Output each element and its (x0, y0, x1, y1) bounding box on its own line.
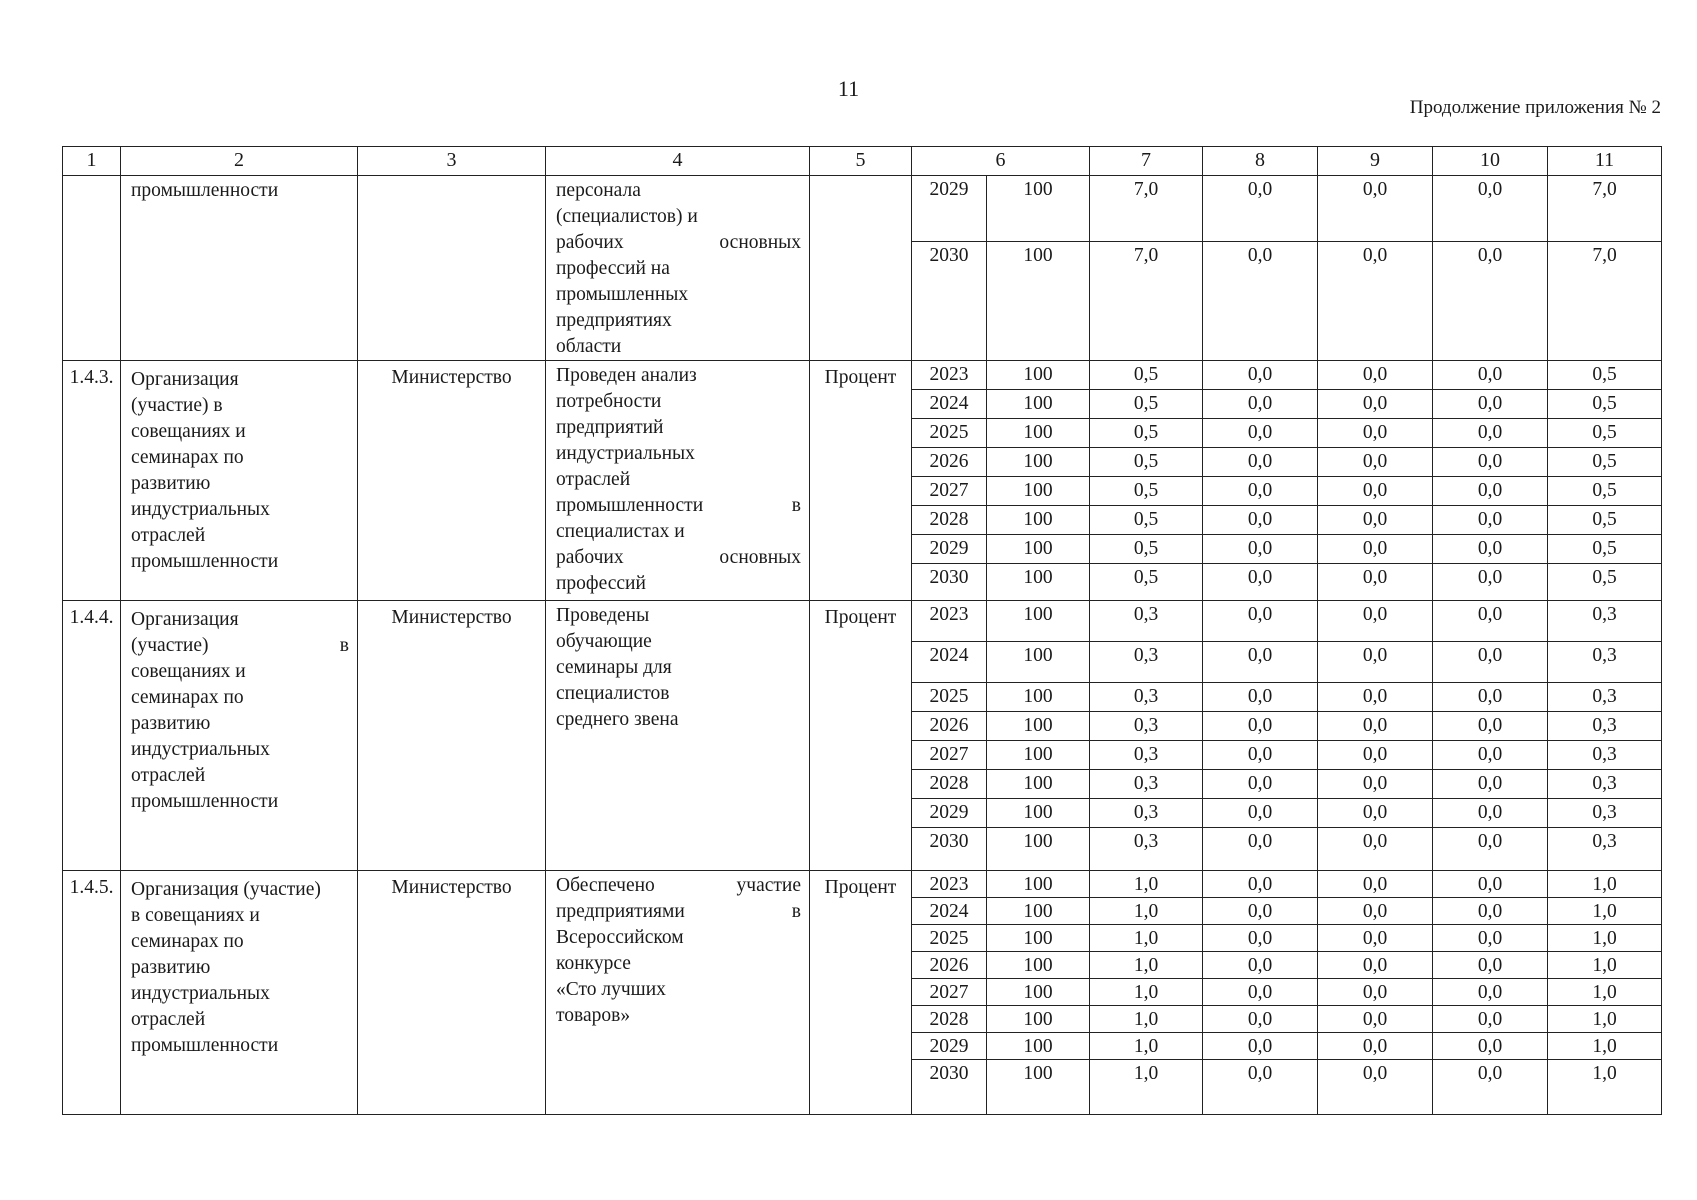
value-cell: 0,0 (1318, 477, 1433, 506)
text-line: семинарах по (131, 931, 244, 952)
text-line: товаров» (556, 1005, 631, 1026)
value-cell: 0,0 (1203, 448, 1318, 477)
text-line: Организация (131, 369, 239, 390)
value-cell: 0,3 (1090, 683, 1203, 712)
value-cell: 0,0 (1203, 1033, 1318, 1060)
value-cell: 0,0 (1203, 1006, 1318, 1033)
value-cell: 0,0 (1318, 390, 1433, 419)
value-cell: 1,0 (1548, 952, 1662, 979)
year-cell: 2029 (912, 176, 987, 242)
column-header-row (63, 147, 1662, 176)
year-cell: 2028 (912, 506, 987, 535)
row-number (63, 176, 121, 361)
value-cell: 0,0 (1433, 642, 1548, 683)
value-cell: 100 (987, 390, 1090, 419)
value-cell: 0,0 (1318, 979, 1433, 1006)
value-cell: 0,5 (1090, 477, 1203, 506)
year-cell: 2030 (912, 564, 987, 601)
text-line: совещаниях и (131, 661, 246, 682)
text-line: потребности (556, 391, 662, 412)
value-cell: 0,0 (1203, 477, 1318, 506)
row-number: 1.4.5. (63, 871, 121, 1115)
text-line: Организация (участие) (131, 879, 321, 900)
column-header: 1 (63, 147, 121, 176)
value-cell: 100 (987, 741, 1090, 770)
value-cell: 0,0 (1203, 828, 1318, 871)
value-cell: 100 (987, 770, 1090, 799)
text-line: в совещаниях и (131, 905, 260, 926)
value-cell: 0,0 (1318, 770, 1433, 799)
text-line: конкурсе (556, 953, 631, 974)
value-cell: 1,0 (1090, 1033, 1203, 1060)
value-cell: 0,0 (1433, 770, 1548, 799)
year-cell: 2025 (912, 925, 987, 952)
value-cell: 0,5 (1548, 390, 1662, 419)
value-cell: 1,0 (1548, 1033, 1662, 1060)
value-cell: 0,0 (1203, 979, 1318, 1006)
text-line: области (556, 336, 622, 357)
value-cell: 0,5 (1548, 448, 1662, 477)
value-cell: 0,0 (1318, 448, 1433, 477)
value-cell: 100 (987, 712, 1090, 741)
year-cell: 2024 (912, 642, 987, 683)
value-cell: 0,0 (1203, 925, 1318, 952)
text-line: «Сто лучших (556, 979, 666, 1000)
page-number: 11 (837, 76, 860, 101)
value-cell: 0,0 (1433, 477, 1548, 506)
column-header: 7 (1090, 147, 1203, 176)
text-line: семинары для (556, 657, 672, 678)
text-line: отраслей (131, 1009, 206, 1030)
value-cell: 0,3 (1548, 712, 1662, 741)
unit: Процент (810, 361, 912, 601)
text-line: предприятиями в (556, 901, 801, 922)
text-line: индустриальных (131, 739, 270, 760)
text-line: развитию (131, 957, 211, 978)
unit: Процент (810, 601, 912, 871)
value-cell: 0,5 (1090, 448, 1203, 477)
value-cell: 7,0 (1090, 176, 1203, 242)
text-line: отраслей (556, 469, 631, 490)
value-cell: 0,0 (1433, 979, 1548, 1006)
value-cell: 0,0 (1433, 448, 1548, 477)
value-cell: 0,3 (1548, 770, 1662, 799)
value-cell: 1,0 (1548, 1006, 1662, 1033)
column-header: 8 (1203, 147, 1318, 176)
value-cell: 100 (987, 683, 1090, 712)
text-line: Всероссийском (556, 927, 684, 948)
value-cell: 0,0 (1433, 601, 1548, 642)
value-cell: 0,0 (1318, 799, 1433, 828)
column-header: 9 (1318, 147, 1433, 176)
value-cell: 0,0 (1318, 1060, 1433, 1115)
value-cell: 0,3 (1090, 601, 1203, 642)
value-cell: 0,0 (1318, 506, 1433, 535)
text-line: развитию (131, 473, 211, 494)
text-line: отраслей (131, 525, 206, 546)
value-cell: 0,0 (1433, 506, 1548, 535)
value-cell: 0,0 (1203, 564, 1318, 601)
value-cell: 0,0 (1318, 176, 1433, 242)
year-cell: 2026 (912, 712, 987, 741)
value-cell: 0,0 (1318, 601, 1433, 642)
year-cell: 2027 (912, 477, 987, 506)
value-cell: 0,0 (1318, 871, 1433, 898)
value-cell: 100 (987, 979, 1090, 1006)
value-cell: 0,0 (1318, 741, 1433, 770)
value-cell: 0,0 (1318, 1033, 1433, 1060)
value-cell: 0,0 (1318, 828, 1433, 871)
row-number: 1.4.4. (63, 601, 121, 871)
value-cell: 0,0 (1203, 419, 1318, 448)
column-header: 6 (912, 147, 1090, 176)
value-cell: 100 (987, 871, 1090, 898)
table-row (63, 601, 1662, 642)
value-cell: 0,0 (1433, 741, 1548, 770)
year-cell: 2023 (912, 601, 987, 642)
value-cell: 0,0 (1318, 564, 1433, 601)
value-cell: 0,0 (1203, 871, 1318, 898)
value-cell: 0,5 (1090, 361, 1203, 390)
text-line: промышленности (131, 791, 279, 812)
year-cell: 2024 (912, 898, 987, 925)
value-cell: 7,0 (1548, 241, 1662, 360)
value-cell: 1,0 (1090, 871, 1203, 898)
column-header: 5 (810, 147, 912, 176)
year-cell: 2030 (912, 241, 987, 360)
value-cell: 100 (987, 828, 1090, 871)
value-cell: 0,0 (1203, 535, 1318, 564)
value-cell: 7,0 (1090, 241, 1203, 360)
text-line: развитию (131, 713, 211, 734)
value-cell: 0,0 (1318, 1006, 1433, 1033)
year-cell: 2025 (912, 419, 987, 448)
unit: Процент (810, 871, 912, 1115)
value-cell: 0,0 (1203, 361, 1318, 390)
text-line: специалистов (556, 683, 670, 704)
text-line: среднего звена (556, 709, 679, 730)
value-cell: 100 (987, 1006, 1090, 1033)
value-cell: 0,0 (1203, 712, 1318, 741)
text-line: совещаниях и (131, 421, 246, 442)
value-cell: 0,0 (1433, 535, 1548, 564)
value-cell: 0,5 (1548, 535, 1662, 564)
value-cell: 0,0 (1203, 1060, 1318, 1115)
year-cell: 2027 (912, 741, 987, 770)
text-line: промышленных (556, 284, 689, 305)
value-cell: 0,0 (1318, 712, 1433, 741)
year-cell: 2024 (912, 390, 987, 419)
value-cell: 0,5 (1548, 361, 1662, 390)
value-cell: 0,3 (1090, 828, 1203, 871)
value-cell: 100 (987, 1033, 1090, 1060)
year-cell: 2029 (912, 1033, 987, 1060)
value-cell: 0,0 (1433, 241, 1548, 360)
value-cell: 1,0 (1090, 979, 1203, 1006)
value-cell: 100 (987, 176, 1090, 242)
value-cell: 0,0 (1203, 241, 1318, 360)
value-cell: 100 (987, 1060, 1090, 1115)
value-cell: 0,0 (1433, 952, 1548, 979)
value-cell: 0,0 (1433, 390, 1548, 419)
value-cell: 0,0 (1318, 419, 1433, 448)
text-line: промышленности (131, 1035, 279, 1056)
value-cell: 0,0 (1433, 361, 1548, 390)
table-row (63, 871, 1662, 898)
value-cell: 1,0 (1090, 1006, 1203, 1033)
value-cell: 0,0 (1433, 1060, 1548, 1115)
measures-table (62, 146, 1662, 1115)
value-cell: 0,0 (1433, 419, 1548, 448)
value-cell: 100 (987, 925, 1090, 952)
measure-name (121, 361, 358, 601)
year-cell: 2030 (912, 1060, 987, 1115)
value-cell: 0,0 (1203, 799, 1318, 828)
value-cell: 0,0 (1203, 952, 1318, 979)
value-cell: 0,0 (1203, 770, 1318, 799)
value-cell: 1,0 (1090, 1060, 1203, 1115)
value-cell: 0,0 (1433, 1006, 1548, 1033)
value-cell: 1,0 (1548, 925, 1662, 952)
value-cell: 100 (987, 241, 1090, 360)
executor (358, 176, 546, 361)
text-line: профессий на (556, 258, 670, 279)
text-line: отраслей (131, 765, 206, 786)
year-cell: 2026 (912, 448, 987, 477)
value-cell: 0,0 (1433, 799, 1548, 828)
expected-result (546, 871, 810, 1115)
measure-name (121, 871, 358, 1115)
value-cell: 0,0 (1433, 712, 1548, 741)
row-number: 1.4.3. (63, 361, 121, 601)
text-line: предприятиях (556, 310, 672, 331)
value-cell: 0,3 (1090, 770, 1203, 799)
value-cell: 0,0 (1203, 898, 1318, 925)
value-cell: 0,0 (1203, 390, 1318, 419)
value-cell: 0,3 (1548, 741, 1662, 770)
value-cell: 0,0 (1433, 898, 1548, 925)
value-cell: 0,0 (1203, 601, 1318, 642)
text-line: (специалистов) и (556, 206, 698, 227)
value-cell: 0,0 (1203, 741, 1318, 770)
value-cell: 0,0 (1433, 564, 1548, 601)
value-cell: 0,0 (1318, 683, 1433, 712)
value-cell: 1,0 (1548, 871, 1662, 898)
text-line: индустриальных (556, 443, 695, 464)
value-cell: 7,0 (1548, 176, 1662, 242)
text-line: рабочих основных (556, 547, 801, 568)
column-header: 2 (121, 147, 358, 176)
text-line: семинарах по (131, 687, 244, 708)
year-cell: 2023 (912, 871, 987, 898)
value-cell: 100 (987, 564, 1090, 601)
value-cell: 0,0 (1318, 241, 1433, 360)
year-cell: 2026 (912, 952, 987, 979)
text-line: Проведены (556, 605, 650, 626)
value-cell: 0,0 (1318, 925, 1433, 952)
value-cell: 0,3 (1548, 799, 1662, 828)
value-cell: 100 (987, 898, 1090, 925)
column-header: 11 (1548, 147, 1662, 176)
executor: Министерство (358, 871, 546, 1115)
value-cell: 0,0 (1203, 506, 1318, 535)
value-cell: 0,0 (1318, 642, 1433, 683)
year-cell: 2028 (912, 1006, 987, 1033)
value-cell: 0,0 (1433, 871, 1548, 898)
value-cell: 100 (987, 601, 1090, 642)
text-line: (участие) в (131, 635, 349, 656)
value-cell: 1,0 (1548, 898, 1662, 925)
column-header: 10 (1433, 147, 1548, 176)
year-cell: 2028 (912, 770, 987, 799)
value-cell: 100 (987, 361, 1090, 390)
year-cell: 2025 (912, 683, 987, 712)
value-cell: 0,3 (1090, 642, 1203, 683)
value-cell: 100 (987, 799, 1090, 828)
value-cell: 0,5 (1090, 419, 1203, 448)
text-line: семинарах по (131, 447, 244, 468)
value-cell: 0,0 (1433, 683, 1548, 712)
text-line: обучающие (556, 631, 652, 652)
value-cell: 0,5 (1090, 506, 1203, 535)
value-cell: 1,0 (1090, 925, 1203, 952)
executor: Министерство (358, 361, 546, 601)
value-cell: 0,0 (1433, 1033, 1548, 1060)
value-cell: 0,5 (1548, 419, 1662, 448)
value-cell: 100 (987, 506, 1090, 535)
text-line: индустриальных (131, 983, 270, 1004)
value-cell: 0,5 (1548, 506, 1662, 535)
value-cell: 0,0 (1203, 176, 1318, 242)
text-line: Организация (131, 609, 239, 630)
value-cell: 0,0 (1318, 361, 1433, 390)
value-cell: 0,3 (1090, 741, 1203, 770)
value-cell: 0,0 (1203, 642, 1318, 683)
expected-result (546, 361, 810, 601)
value-cell: 0,5 (1090, 564, 1203, 601)
text-line: Обеспечено участие (556, 875, 801, 896)
text-line: Проведен анализ (556, 365, 697, 386)
value-cell: 1,0 (1548, 1060, 1662, 1115)
measure-name (121, 601, 358, 871)
value-cell: 0,3 (1548, 642, 1662, 683)
text-line: (участие) в (131, 395, 223, 416)
value-cell: 100 (987, 419, 1090, 448)
value-cell: 1,0 (1090, 952, 1203, 979)
value-cell: 0,3 (1548, 828, 1662, 871)
value-cell: 0,3 (1090, 712, 1203, 741)
value-cell: 0,0 (1318, 535, 1433, 564)
value-cell: 0,0 (1433, 925, 1548, 952)
year-cell: 2023 (912, 361, 987, 390)
value-cell: 100 (987, 642, 1090, 683)
value-cell: 0,3 (1548, 683, 1662, 712)
column-header: 3 (358, 147, 546, 176)
value-cell: 100 (987, 535, 1090, 564)
measure-name: промышленности (121, 176, 358, 361)
year-cell: 2029 (912, 535, 987, 564)
value-cell: 0,3 (1548, 601, 1662, 642)
text-line: специалистах и (556, 521, 685, 542)
unit (810, 176, 912, 361)
value-cell: 1,0 (1548, 979, 1662, 1006)
table-row (63, 176, 1662, 242)
value-cell: 0,3 (1090, 799, 1203, 828)
value-cell: 0,0 (1318, 898, 1433, 925)
text-line: промышленности (131, 551, 279, 572)
year-cell: 2029 (912, 799, 987, 828)
expected-result (546, 176, 810, 361)
text-line: промышленности в (556, 495, 801, 516)
value-cell: 100 (987, 448, 1090, 477)
value-cell: 1,0 (1090, 898, 1203, 925)
text-line: индустриальных (131, 499, 270, 520)
value-cell: 0,5 (1090, 535, 1203, 564)
value-cell: 0,0 (1203, 683, 1318, 712)
text-line: рабочих основных (556, 232, 801, 253)
column-header: 4 (546, 147, 810, 176)
expected-result (546, 601, 810, 871)
value-cell: 0,0 (1433, 828, 1548, 871)
table-row (63, 361, 1662, 390)
value-cell: 0,5 (1548, 477, 1662, 506)
value-cell: 100 (987, 477, 1090, 506)
value-cell: 0,0 (1433, 176, 1548, 242)
appendix-note: Продолжение приложения № 2 (1409, 97, 1661, 118)
value-cell: 100 (987, 952, 1090, 979)
text-line: предприятий (556, 417, 664, 438)
value-cell: 0,5 (1548, 564, 1662, 601)
value-cell: 0,0 (1318, 952, 1433, 979)
text-line: профессий (556, 573, 646, 594)
year-cell: 2030 (912, 828, 987, 871)
year-cell: 2027 (912, 979, 987, 1006)
text-line: персонала (556, 180, 641, 201)
value-cell: 0,5 (1090, 390, 1203, 419)
executor: Министерство (358, 601, 546, 871)
